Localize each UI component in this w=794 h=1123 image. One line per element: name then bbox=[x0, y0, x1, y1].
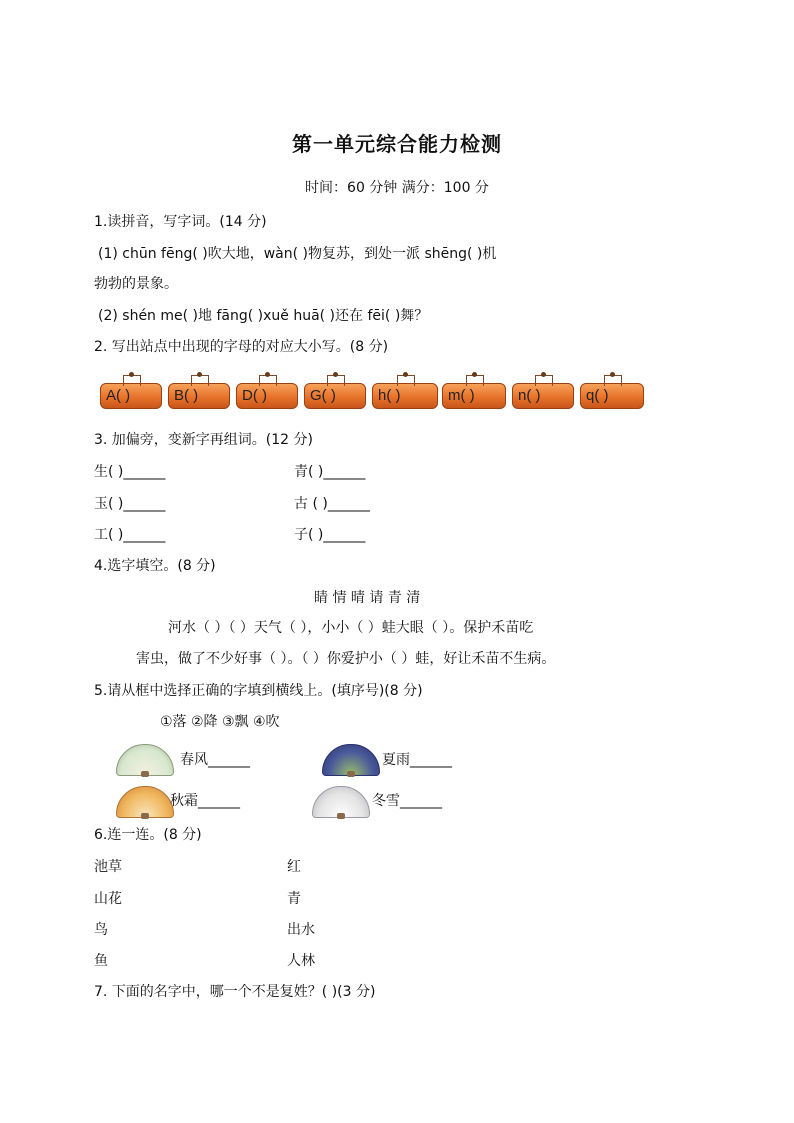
q6-left-item: 鸟 bbox=[94, 922, 108, 938]
sign-board bbox=[512, 383, 574, 409]
q5-item: 春风______ bbox=[180, 752, 250, 768]
nail-icon bbox=[191, 375, 209, 386]
sign-label: m( ) bbox=[448, 387, 475, 404]
sign-board bbox=[442, 383, 506, 409]
page-title: 第一单元综合能力检测 bbox=[292, 132, 502, 156]
q3-item: 子( )______ bbox=[294, 527, 366, 543]
nail-icon bbox=[604, 375, 622, 386]
sign-board bbox=[304, 383, 366, 409]
q4-line-1: 河水（ ）（ ）天气（ ），小小（ ）蛙大眼（ ）。保护禾苗吃 bbox=[168, 620, 534, 636]
q1-line-2: 勃勃的景象。 bbox=[94, 276, 178, 292]
exam-info: 时间：60 分钟 满分：100 分 bbox=[305, 180, 489, 196]
q5-item: 秋霜______ bbox=[170, 793, 240, 809]
q6-right-item: 出水 bbox=[287, 922, 315, 938]
sign-label: n( ) bbox=[518, 387, 541, 404]
q7-heading: 7. 下面的名字中，哪一个不是复姓？( )(3 分) bbox=[94, 984, 376, 1000]
nail-icon bbox=[466, 375, 484, 386]
q1-line-1: (1) chūn fēng( )吹大地，wàn( )物复苏，到处一派 shēng( )机 bbox=[98, 246, 497, 262]
q3-item: 生( )______ bbox=[94, 464, 166, 480]
summer-fan-image bbox=[322, 744, 380, 776]
sign-board bbox=[580, 383, 644, 409]
q6-right-item: 青 bbox=[287, 891, 301, 907]
sign-label: G( ) bbox=[310, 387, 336, 404]
q4-options: 睛 情 晴 请 青 清 bbox=[314, 590, 421, 606]
q5-item: 夏雨______ bbox=[382, 752, 452, 768]
nail-icon bbox=[123, 375, 141, 386]
q6-left-item: 鱼 bbox=[94, 953, 108, 969]
q1-heading: 1.读拼音，写字词。(14 分) bbox=[94, 214, 267, 230]
sign-label: q( ) bbox=[586, 387, 609, 404]
nail-icon bbox=[327, 375, 345, 386]
q3-heading: 3. 加偏旁，变新字再组词。(12 分) bbox=[94, 432, 313, 448]
sign-label: D( ) bbox=[242, 387, 267, 404]
nail-icon bbox=[259, 375, 277, 386]
q6-left-item: 山花 bbox=[94, 891, 122, 907]
sign-label: B( ) bbox=[174, 387, 199, 404]
q5-item: 冬雪______ bbox=[372, 793, 442, 809]
sign-board bbox=[372, 383, 438, 409]
sign-board bbox=[168, 383, 230, 409]
q6-right-item: 人林 bbox=[287, 953, 315, 969]
autumn-fan-image bbox=[116, 786, 174, 818]
q4-heading: 4.选字填空。(8 分) bbox=[94, 558, 216, 574]
q1-line-3: (2) shén me( )地 fāng( )xuě huā( )还在 fēi( )舞？ bbox=[98, 308, 429, 324]
q3-item: 玉( )______ bbox=[94, 496, 166, 512]
q6-right-item: 红 bbox=[287, 859, 301, 875]
nail-icon bbox=[397, 375, 415, 386]
q5-options: ①落 ②降 ③飘 ④吹 bbox=[160, 714, 280, 730]
sign-label: h( ) bbox=[378, 387, 401, 404]
q3-item: 工( )______ bbox=[94, 527, 166, 543]
q6-left-item: 池草 bbox=[94, 859, 122, 875]
spring-fan-image bbox=[116, 744, 174, 776]
sign-board bbox=[236, 383, 298, 409]
winter-fan-image bbox=[312, 786, 370, 818]
sign-label: A( ) bbox=[106, 387, 131, 404]
q6-heading: 6.连一连。(8 分) bbox=[94, 827, 202, 843]
q4-line-2: 害虫，做了不少好事（ ）。（ ）你爱护小（ ）蛙，好让禾苗不生病。 bbox=[136, 651, 556, 667]
q5-heading: 5.请从框中选择正确的字填到横线上。(填序号)(8 分) bbox=[94, 683, 423, 699]
nail-icon bbox=[535, 375, 553, 386]
q3-item: 青( )______ bbox=[294, 464, 366, 480]
q3-item: 古 ( )______ bbox=[294, 496, 370, 512]
q2-heading: 2. 写出站点中出现的字母的对应大小写。(8 分) bbox=[94, 339, 389, 355]
sign-board bbox=[100, 383, 162, 409]
